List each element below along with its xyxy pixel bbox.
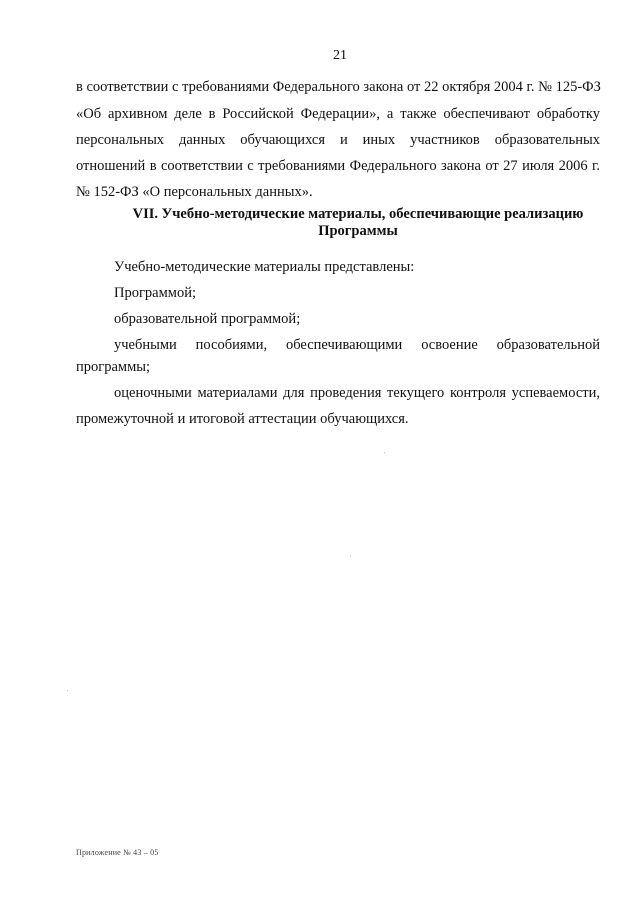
paragraph-line: в соответствии с требованиями Федерального закона от 22 октября 2004 г. № 125-ФЗ bbox=[76, 79, 601, 95]
list-item-cont: программы; bbox=[76, 359, 151, 375]
intro-text: Учебно-методические материалы представлены: bbox=[114, 259, 415, 275]
paragraph-line: отношений в соответствии с требованиями Федерального закона от 27 июля 2006 г. bbox=[76, 158, 600, 174]
list-item-cont: промежуточной и итоговой аттестации обучающихся. bbox=[76, 411, 409, 427]
scan-speck bbox=[384, 452, 385, 453]
page-number: 21 bbox=[333, 48, 347, 63]
footer-text: Приложение № 43 – 05 bbox=[76, 848, 159, 857]
section-heading-cont: Программы bbox=[318, 223, 398, 239]
list-item: учебными пособиями, обеспечивающими освоение образовательной bbox=[114, 337, 600, 353]
list-item: оценочными материалами для проведения текущего контроля успеваемости, bbox=[114, 385, 600, 401]
list-item: образовательной программой; bbox=[114, 311, 301, 327]
scan-speck bbox=[350, 556, 351, 557]
list-item: Программой; bbox=[114, 285, 196, 301]
section-heading: VII. Учебно-методические материалы, обеспечивающие реализацию bbox=[132, 206, 584, 222]
scan-speck bbox=[67, 690, 68, 691]
paragraph-line: «Об архивном деле в Российской Федерации», а также обеспечивают обработку bbox=[76, 106, 600, 122]
paragraph-line: № 152-ФЗ «О персональных данных». bbox=[76, 184, 313, 200]
paragraph-line: персональных данных обучающихся и иных участников образовательных bbox=[76, 132, 600, 148]
